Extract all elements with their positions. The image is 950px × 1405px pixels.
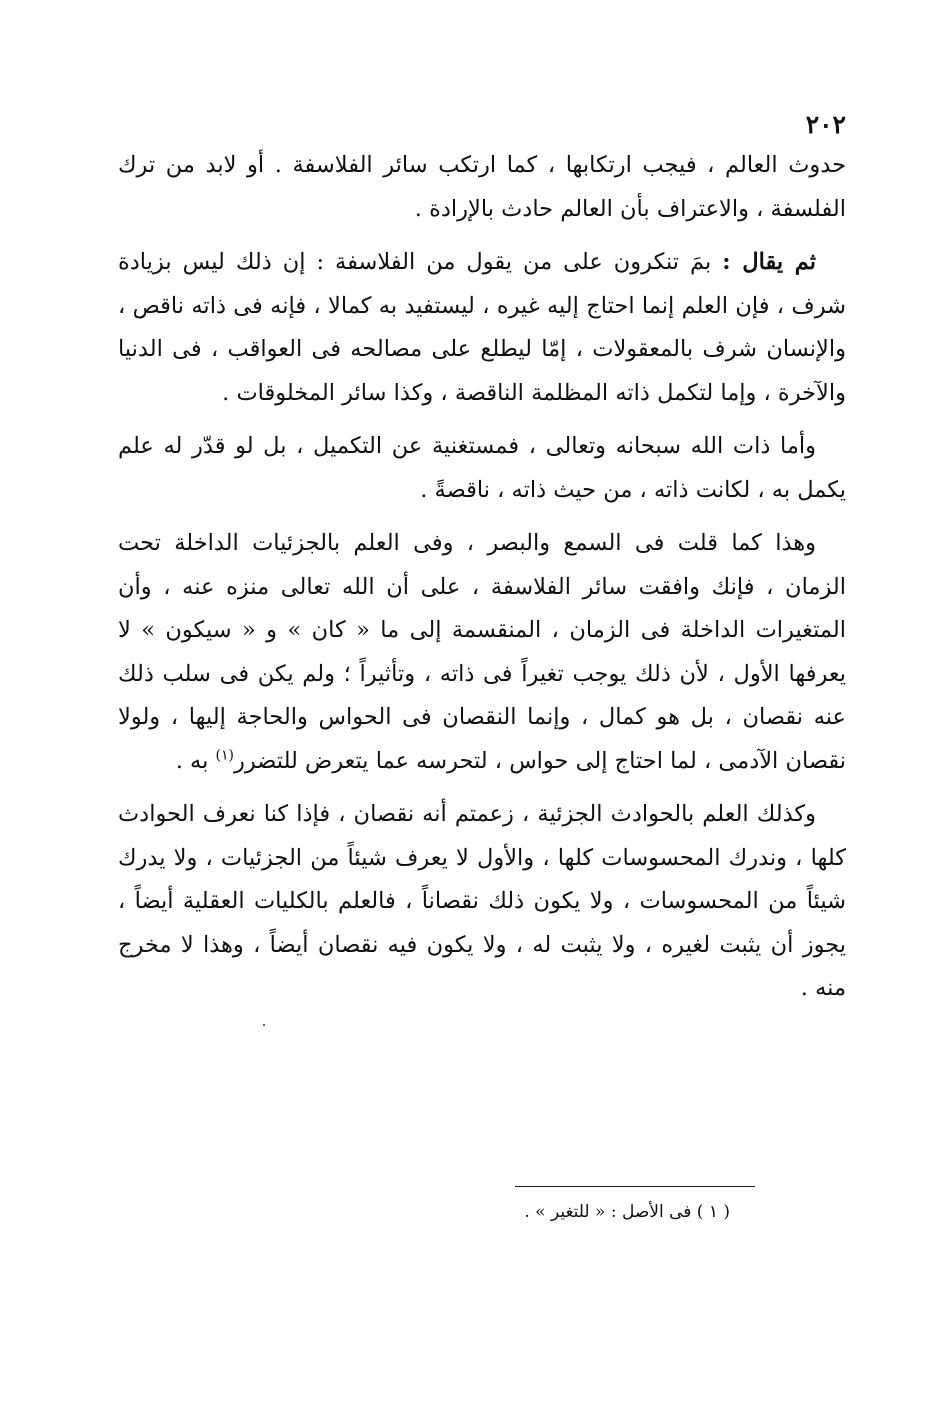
paragraph-1-text: حدوث العالم ، فيجب ارتكابها ، كما ارتكب سائر الفلاسفة . أو لابد من ترك الفلسفة ، والاعتراف بأن العالم حادث بالإرادة . (118, 152, 846, 222)
footnote: ( ١ ) فى الأصل : « للتغير » . (524, 1202, 730, 1222)
paragraph-4 (118, 522, 846, 783)
paragraph-4-text-end: به . (175, 747, 216, 774)
footnote-reference[interactable]: (١) (215, 747, 234, 763)
print-speck (263, 1024, 265, 1026)
paragraph-2-lead: ثم يقال : (722, 249, 817, 275)
paragraph-3 (118, 425, 846, 512)
paragraph-5-text: وكذلك العلم بالحوادث الجزئية ، زعمتم أنه نقصان ، فإذا كنا نعرف الحوادث كلها ، وندرك المحسوسات كلها ، والأول لا يعرف شيئاً من الجزئيات ، ولا يدرك شيئاً من المحسوسات ، ولا يكون ذلك نقصاناً ، فالعلم بالكليات العقلية أيضاً ، يجوز أن يثبت لغيره ، ولا يثبت له ، ولا يكون فيه نقصان أيضاً ، وهذا لا مخرج منه . (118, 801, 846, 1001)
paragraph-1 (118, 144, 846, 231)
paragraph-2-text: بمَ تنكرون على من يقول من الفلاسفة : إن ذلك ليس بزيادة شرف ، فإن العلم إنما احتاج إليه غيره ، ليستفيد به كمالا ، فإنه فى ذاته ناقص ، والإنسان شرف بالمعقولات ، إمّا ليطلع على مصالحه فى العواقب ، فى الدنيا والآخرة ، وإما لتكمل ذاته المظلمة الناقصة ، وكذا سائر المخلوقات . (118, 249, 846, 406)
page-body (118, 108, 846, 1021)
paragraph-2 (118, 241, 846, 415)
paragraph-5 (118, 793, 846, 1011)
paragraph-3-text: وأما ذات الله سبحانه وتعالى ، فمستغنية عن التكميل ، بل لو قدّر له علم يكمل به ، لكانت ذاته ، من حيث ذاته ، ناقصةً . (118, 433, 846, 503)
paragraph-4-text: وهذا كما قلت فى السمع والبصر ، وفى العلم بالجزئيات الداخلة تحت الزمان ، فإنك وافقت سائر الفلاسفة ، على أن الله تعالى منزه عنه ، وأن المتغيرات الداخلة فى الزمان ، المنقسمة إلى ما « كان » و « سيكون » لا يعرفها الأول ، لأن ذلك يوجب تغيراً فى ذاته ، وتأثيراً ؛ ولم يكن فى سلب ذلك عنه نقصان ، بل هو كمال ، وإنما النقصان فى الحواس والحاجة إليها ، ولولا نقصان الآدمى ، لما احتاج إلى حواس ، لتحرسه عما يتعرض للتضرر (118, 530, 846, 774)
footnote-divider (515, 1186, 755, 1187)
page-number: ٢٠٢ (805, 110, 846, 139)
